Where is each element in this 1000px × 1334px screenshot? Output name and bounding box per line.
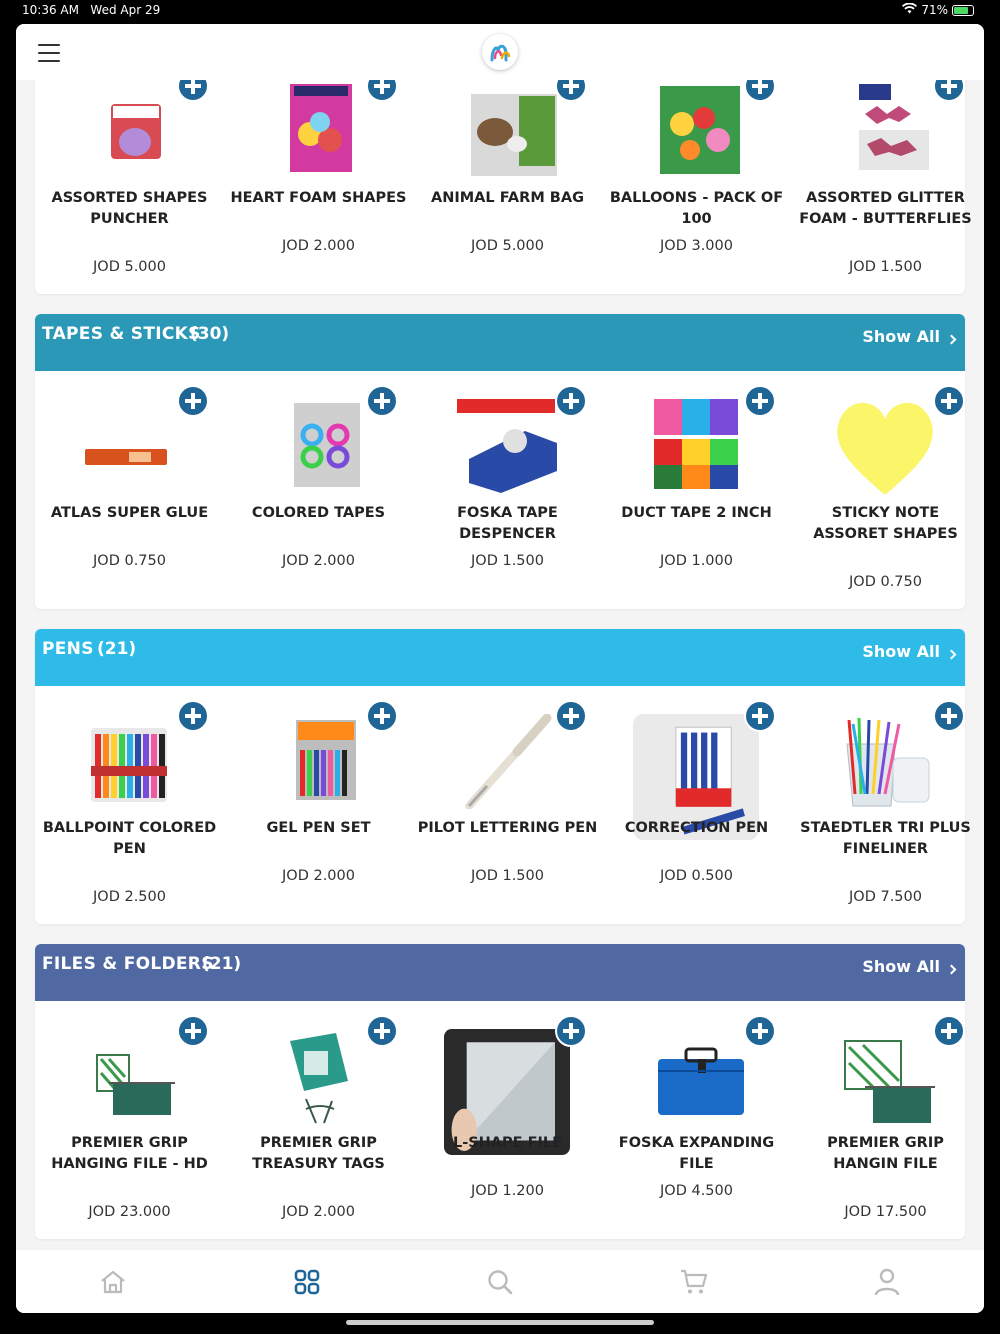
product-card[interactable]	[791, 80, 980, 294]
product-row	[35, 80, 972, 294]
app-logo[interactable]	[482, 34, 518, 70]
product-name: BALLPOINT COLORED PEN	[42, 820, 217, 857]
product-price: JOD 3.000	[660, 238, 733, 254]
product-image	[268, 714, 368, 809]
product-image	[268, 84, 368, 179]
app-window	[16, 24, 984, 1313]
product-card[interactable]	[413, 80, 602, 294]
product-name: ANIMAL FARM BAG	[431, 190, 584, 206]
product-name: ASSORTED GLITTER FOAM - BUTTERFLIES	[799, 190, 972, 227]
product-name: GEL PEN SET	[266, 820, 371, 836]
product-price: JOD 1.200	[471, 1183, 544, 1199]
product-price: JOD 2.000	[282, 868, 355, 884]
add-to-cart-button[interactable]	[744, 80, 776, 102]
add-to-cart-button[interactable]	[744, 1015, 776, 1047]
section-title: TAPES & STICKS	[42, 324, 201, 344]
product-price: JOD 0.750	[849, 574, 922, 590]
product-name: STAEDTLER TRI PLUS FINELINER	[800, 820, 971, 857]
product-name: PREMIER GRIP HANGIN FILE	[827, 1135, 944, 1172]
product-card[interactable]	[35, 1001, 224, 1239]
product-name: L-SHAPE FILE	[452, 1135, 563, 1151]
cart-icon[interactable]	[679, 1267, 709, 1297]
product-image	[79, 714, 179, 809]
product-image	[646, 1029, 746, 1124]
product-row	[35, 1001, 965, 1239]
wifi-icon	[902, 3, 917, 17]
product-card[interactable]	[35, 686, 224, 924]
battery-percent: 71%	[921, 3, 948, 17]
add-to-cart-button[interactable]	[555, 385, 587, 417]
product-card[interactable]	[602, 371, 791, 609]
product-image	[268, 1029, 368, 1124]
section-header	[35, 629, 965, 686]
add-to-cart-button[interactable]	[555, 1015, 587, 1047]
top-bar	[16, 24, 984, 80]
product-price: JOD 2.000	[282, 238, 355, 254]
add-to-cart-button[interactable]	[366, 1015, 398, 1047]
product-name: COLORED TAPES	[251, 505, 386, 521]
product-card[interactable]	[602, 686, 791, 924]
chevron-right-icon	[947, 335, 957, 345]
add-to-cart-button[interactable]	[366, 80, 398, 102]
product-price: JOD 1.500	[471, 553, 544, 569]
section-header	[35, 314, 965, 371]
show-all-button[interactable]: Show All	[862, 327, 955, 346]
product-name: ATLAS SUPER GLUE	[50, 505, 209, 521]
product-image	[835, 84, 935, 179]
product-name: FOSKA EXPANDING FILE	[618, 1135, 775, 1172]
product-image	[835, 399, 935, 494]
product-image	[457, 84, 557, 179]
add-to-cart-button[interactable]	[177, 385, 209, 417]
bottom-nav	[16, 1250, 984, 1313]
add-to-cart-button[interactable]	[555, 80, 587, 102]
product-card[interactable]	[602, 1001, 791, 1239]
product-price: JOD 2.000	[282, 1204, 355, 1220]
product-price: JOD 5.000	[93, 259, 166, 275]
show-all-button[interactable]: Show All	[862, 642, 955, 661]
product-image	[835, 1029, 935, 1124]
add-to-cart-button[interactable]	[933, 385, 965, 417]
product-card[interactable]	[35, 371, 224, 609]
product-card[interactable]	[413, 686, 602, 924]
add-to-cart-button[interactable]	[366, 385, 398, 417]
product-name: STICKY NOTE ASSORET SHAPES	[813, 505, 958, 542]
product-name: PILOT LETTERING PEN	[417, 820, 598, 836]
add-to-cart-button[interactable]	[555, 700, 587, 732]
product-price: JOD 4.500	[660, 1183, 733, 1199]
product-card[interactable]	[224, 371, 413, 609]
status-time: 10:36 AM Wed Apr 29	[22, 3, 161, 17]
product-name: DUCT TAPE 2 INCH	[621, 505, 772, 521]
product-name: CORRECTION PEN	[624, 820, 769, 836]
section-craft	[35, 80, 972, 294]
product-card[interactable]	[224, 80, 413, 294]
product-image	[79, 1029, 179, 1124]
product-card[interactable]	[35, 80, 224, 294]
product-row	[35, 686, 971, 924]
home-icon[interactable]	[98, 1267, 128, 1297]
section-title: FILES & FOLDERS	[42, 954, 214, 974]
product-card[interactable]	[224, 686, 413, 924]
section-files-folders	[35, 944, 965, 1239]
chevron-right-icon	[947, 650, 957, 660]
product-name: BALLOONS - PACK OF 100	[609, 190, 784, 227]
product-card[interactable]	[791, 1001, 980, 1239]
add-to-cart-button[interactable]	[933, 80, 965, 102]
add-to-cart-button[interactable]	[177, 80, 209, 102]
product-image	[457, 399, 557, 494]
battery-icon	[952, 5, 974, 16]
product-price: JOD 7.500	[849, 889, 922, 905]
product-image	[646, 399, 746, 494]
section-title: PENS	[42, 639, 94, 659]
home-indicator	[346, 1320, 654, 1325]
product-price: JOD 1.000	[660, 553, 733, 569]
product-price: JOD 0.750	[93, 553, 166, 569]
product-image	[646, 84, 746, 179]
product-price: JOD 1.500	[471, 868, 544, 884]
status-bar	[0, 0, 1000, 22]
product-price: JOD 0.500	[660, 868, 733, 884]
product-card[interactable]	[791, 686, 980, 924]
section-header	[35, 944, 965, 1001]
product-price: JOD 5.000	[471, 238, 544, 254]
add-to-cart-button[interactable]	[177, 1015, 209, 1047]
chevron-right-icon	[947, 965, 957, 975]
product-name: FOSKA TAPE DESPENCER	[457, 505, 558, 542]
add-to-cart-button[interactable]	[933, 1015, 965, 1047]
add-to-cart-button[interactable]	[933, 700, 965, 732]
product-card[interactable]	[602, 80, 791, 294]
product-price: JOD 17.500	[844, 1204, 927, 1220]
add-to-cart-button[interactable]	[744, 700, 776, 732]
section-count: (21)	[202, 954, 242, 974]
section-pens	[35, 629, 971, 924]
product-card[interactable]	[413, 371, 602, 609]
user-icon[interactable]	[872, 1267, 902, 1297]
search-icon[interactable]	[485, 1267, 515, 1297]
product-price: JOD 2.500	[93, 889, 166, 905]
section-count: (21)	[97, 639, 137, 659]
product-image	[835, 714, 935, 809]
add-to-cart-button[interactable]	[177, 700, 209, 732]
product-name: PREMIER GRIP TREASURY TAGS	[252, 1135, 385, 1172]
product-price: JOD 23.000	[88, 1204, 171, 1220]
product-name: PREMIER GRIP HANGING FILE - HD	[51, 1135, 208, 1172]
section-count: (30)	[190, 324, 230, 344]
add-to-cart-button[interactable]	[366, 700, 398, 732]
product-image	[457, 714, 557, 809]
product-card[interactable]	[224, 1001, 413, 1239]
home-content	[16, 80, 984, 1250]
section-tapes-sticks	[35, 314, 965, 609]
menu-icon[interactable]	[38, 44, 60, 62]
product-price: JOD 2.000	[282, 553, 355, 569]
product-card[interactable]	[413, 1001, 602, 1239]
product-card[interactable]	[791, 371, 980, 609]
product-name: HEART FOAM SHAPES	[230, 190, 407, 206]
grid-icon[interactable]	[292, 1267, 322, 1297]
product-image	[268, 399, 368, 494]
add-to-cart-button[interactable]	[744, 385, 776, 417]
product-image	[79, 84, 179, 179]
product-name: ASSORTED SHAPES PUNCHER	[51, 190, 208, 227]
product-image	[79, 399, 179, 494]
product-row	[35, 371, 965, 609]
show-all-button[interactable]: Show All	[862, 957, 955, 976]
product-price: JOD 1.500	[849, 259, 922, 275]
